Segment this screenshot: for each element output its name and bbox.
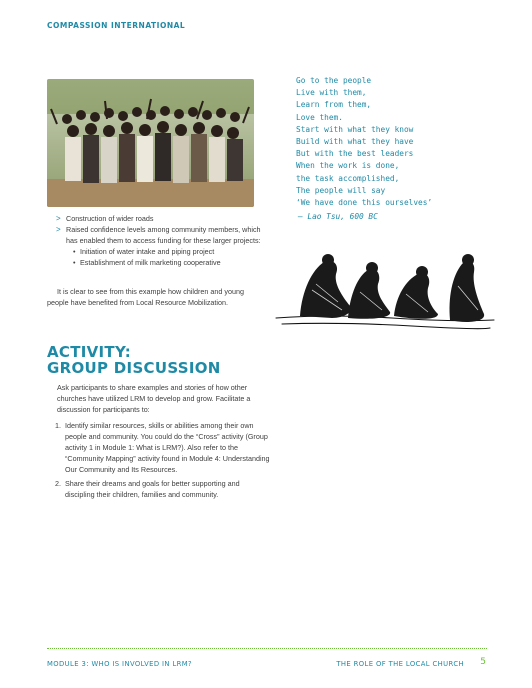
arrow-icon: >	[56, 225, 61, 234]
footer-module-title: MODULE 3: WHO IS INVOLVED IN LRM?	[47, 660, 193, 668]
group-photo	[47, 79, 254, 207]
bullet-text: Raised confidence levels among community members, which has enabled them to access funding for these larger projects:	[66, 225, 261, 245]
activity-title-line1: ACTIVITY:	[47, 343, 132, 361]
list-text: Share their dreams and goals for better supporting and discipling their children, families and community.	[65, 479, 240, 499]
list-text: Identify similar resources, skills or abilities among their own people and community. You could do the “Cross” activity (Group activity 1 in Module 1: What is LRM?). Also refer to the “Community Mapping” activity found in Module 4: Understanding Our Community and Its Resources.	[65, 421, 270, 474]
activity-intro	[47, 382, 262, 415]
brand-header: COMPASSION INTERNATIONAL	[47, 21, 186, 30]
footer-divider	[47, 648, 487, 649]
sub-bullet-item	[56, 246, 266, 257]
bullet-text: Construction of wider roads	[66, 214, 154, 223]
sub-bullet-item	[56, 257, 266, 268]
sub-bullet-text: Establishment of milk marketing cooperative	[80, 258, 221, 267]
poem-line: When the work is done,	[296, 161, 400, 171]
sub-bullet-text: Initiation of water intake and piping project	[80, 247, 215, 256]
poem-line: ‘We have done this ourselves’	[296, 198, 433, 208]
activity-list	[55, 420, 270, 503]
poem-quote	[296, 75, 476, 223]
bullet-list	[56, 213, 266, 268]
poem-line: Build with what they have	[296, 137, 414, 147]
list-number: 1.	[55, 421, 61, 430]
bullet-dot-icon: •	[73, 247, 76, 256]
list-item	[55, 478, 270, 500]
poem-line: Start with what they know	[296, 124, 414, 134]
arrow-icon: >	[56, 214, 61, 223]
bullet-dot-icon: •	[73, 258, 76, 267]
list-number: 2.	[55, 479, 61, 488]
conclusion-paragraph: It is clear to see from this example how children and young people have benefited from Local Resource Mobilization.	[47, 287, 244, 307]
poem-line: Learn from them,	[296, 100, 372, 110]
activity-intro-text: Ask participants to share examples and stories of how other churches have utilized LRM to develop and grow. Facilitate a discussion for participants to:	[57, 383, 251, 414]
activity-title	[47, 344, 221, 376]
poem-line: The people will say	[296, 185, 386, 195]
poem-line: Go to the people	[296, 76, 372, 85]
list-item	[55, 420, 270, 475]
bullet-item	[56, 224, 266, 246]
footer-section-title: THE ROLE OF THE LOCAL CHURCH	[336, 660, 464, 668]
poem-line: Love them.	[296, 112, 343, 122]
poem-line: Live with them,	[296, 88, 367, 98]
page-number: 5	[480, 657, 486, 667]
group-photo-image	[47, 79, 254, 207]
bullet-item	[56, 213, 266, 224]
kneeling-figures-sketch	[272, 240, 496, 336]
poem-attribution: — Lao Tsu, 600 BC	[298, 212, 378, 222]
poem-line: But with the best leaders	[296, 149, 414, 159]
activity-title-line2: GROUP DISCUSSION	[47, 359, 221, 377]
poem-line: the task accomplished,	[296, 173, 400, 183]
sketch-illustration	[272, 240, 496, 336]
